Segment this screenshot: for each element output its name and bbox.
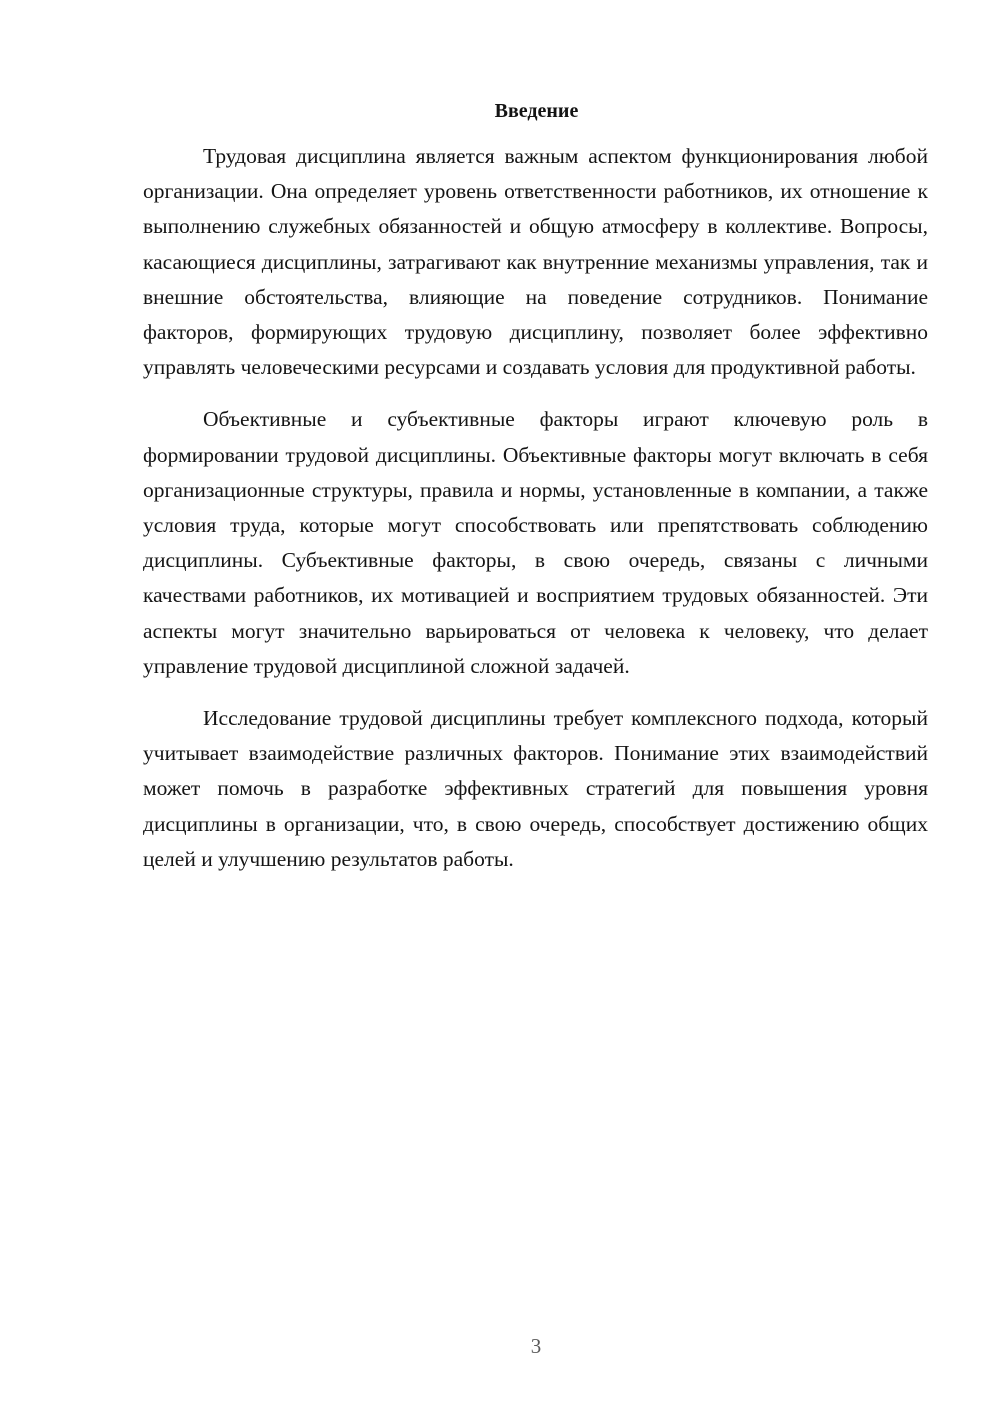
page-number: 3 bbox=[530, 1334, 542, 1358]
paragraph-1: Трудовая дисциплина является важным аспектом функционирования любой организации. Она определяет уровень ответственности работников, их отношение к выполнению служебных обязанностей и общую атмосферу в коллективе. Вопросы, касающиеся дисциплины, затрагивают как внутренние механизмы управления, так и внешние обстоятельства, влияющие на поведение сотрудников. Понимание факторов, формирующих трудовую дисциплину, позволяет более эффективно управлять человеческими ресурсами и создавать условия для продуктивной работы. bbox=[143, 144, 928, 380]
section-title: Введение bbox=[494, 100, 579, 122]
paragraph-3: Исследование трудовой дисциплины требует комплексного подхода, который учитывает взаимодействие различных факторов. Понимание этих взаимодействий может помочь в разработке эффективных стратегий для повышения уровня дисциплины в организации, что, в свою очередь, способствует достижению общих целей и улучшению результатов работы. bbox=[143, 706, 928, 871]
page-body bbox=[143, 96, 928, 894]
paragraph-2: Объективные и субъективные факторы играют ключевую роль в формировании трудовой дисциплины. Объективные факторы могут включать в себя организационные структуры, правила и нормы, установленные в компании, а также условия труда, которые могут способствовать или препятствовать соблюдению дисциплины. Субъективные факторы, в свою очередь, связаны с личными качествами работников, их мотивацией и восприятием трудовых обязанностей. Эти аспекты могут значительно варьироваться от человека к человеку, что делает управление трудовой дисциплиной сложной задачей. bbox=[143, 407, 928, 678]
